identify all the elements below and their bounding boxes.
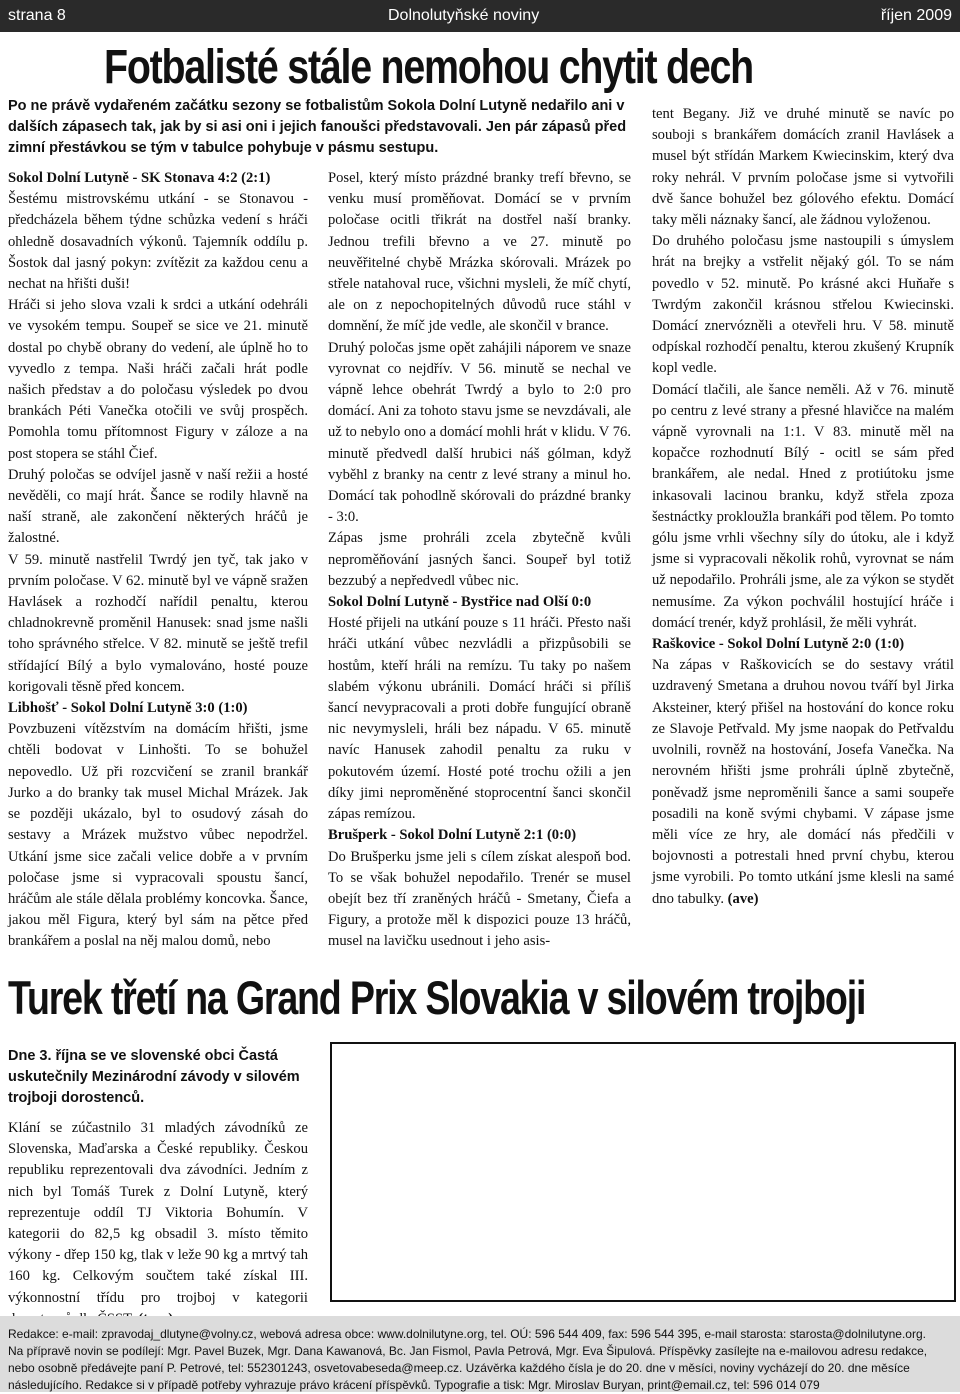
page-number: strana 8 [8,7,66,24]
issue-date: říjen 2009 [880,7,952,24]
paragraph: Druhý poločas jsme opět zahájili náporem ve snaze vyrovnat co nejdřív. V 56. minutě se nechal ve vápně lehce obehrát Twrdý a bylo to 2:0 pro domácí. Ani za tohoto stavu jsme se nevzdávali, ale už to nebylo ono a domácí mohli hrát v klidu. V 76. minutě předvedl další hrubici náš gólman, když vyběhl z branky na centr z levé strany a minul ho. Domácí tak pohodlně skórovali do prázdné branky - 3:0. [328,339,631,526]
author-signature: (ave) [727,890,759,907]
paragraph [652,655,954,909]
article-title-2: Turek třetí na Grand Prix Slovakia v silovém trojboji [8,971,866,1024]
article-column-2 [328,168,631,953]
paragraph: V 59. minutě nastřelil Twrdý jen tyč, tak jako v prvním poločase. V 62. minutě byl ve vápně sražen Havlásek a rozhodčí nařídil penaltu, kterou chladnokrevně proměnil Hanusek: snad jsme našli toho správného střelce. V 82. minutě se ještě trefil střídající Bílý a bylo vymalováno, hosté pouze korigovali těsně před koncem. [8,551,308,695]
match-heading: Sokol Dolní Lutyně - SK Stonava 4:2 (2:1) [8,170,271,186]
paragraph: Posel, který místo prázdné branky trefí břevno, se venku musí proměňovat. Domácí se v prvním poločase ocitli třikrát na dostřel naší branky. Jednou trefili břevno a ve 27. minutě po neuvěřitelné chybě Mrázka skórovali. Mrázek po střele natahoval ruce, všichni mysleli, že míč chytí, ale on z nepochopitelných důvodů ruce stáhl v domnění, že míč jde vedle, ale skončil v brance. [328,170,631,335]
article-lead: Po ne právě vydařeném začátku sezony se fotbalistům Sokola Dolní Lutyně nedařilo ani v dalších zápasech tak, jak by si asi oni i jejich fanoušci představovali. Jen pár zápasů před zimní přestávkou se tým v tabulce pohybuje v pásmu sestupu. [8,98,627,156]
article-lead-2: Dne 3. října se ve slovenské obci Častá uskutečnily Mezinárodní závody v silovém trojboji dorostenců. [8,1048,300,1106]
paragraph [8,1118,308,1330]
paragraph-text: Klání se zúčastnilo 31 mladých závodníků ze Slovenska, Maďarska a České republiky. Českou republiku reprezentovali dva závodníci. Jedním z nich byl Tomáš Turek z Dolní Lutyně, který reprezentuje oddíl TJ Viktoria Bohumín. V kategorii do 82,5 kg obsadil 3. místo těmito výkony - dřep 150 kg, tlak v leže 90 kg a mrtvý tah 160 kg. Celkovým součtem také získal III. výkonnostní třídu pro trojboj v kategorii [8,1120,308,1306]
match-heading: Raškovice - Sokol Dolní Lutyně 2:0 (1:0) [652,636,905,653]
paragraph: Druhý poločas se odvíjel jasně v naší režii a hosté nevěděli, co mají hrát. Šance se rodily hlavně na naší straně, ale zakončení některých hráčů je žalostné. [8,466,308,547]
paragraph: Zápas jsme prohráli zcela zbytečně kvůli neproměňování jasných šanci. Soupeř byl totiž bezzubý a nepředvedl vůbec nic. [328,530,631,589]
match-heading: Sokol Dolní Lutyně - Bystřice nad Olší 0:0 [328,594,592,611]
match-heading: Libhošť - Sokol Dolní Lutyně 3:0 (1:0) [8,700,248,717]
article-column-1 [8,168,308,953]
article-title: Fotbalisté stále nemohou chytit dech [104,41,754,94]
match-heading: Brušperk - Sokol Dolní Lutyně 2:1 (0:0) [328,827,577,844]
article-2-body [8,1118,308,1330]
paragraph: Do druhého poločasu jsme nastoupili s úmyslem hrát na brejky a vstřelit nějaký gól. To se nám povedlo v 52. minutě. Po krásné akci Huňaře s Twrdým zakončil krásnou střelou Kwiecinski. Domácí znervózněli a otevřeli hru. V 58. minutě odpískal rozhodčí penaltu, kterou zkušený Krupník kopl vedle. [652,233,954,377]
page-header [0,0,960,32]
paragraph: Hráči si jeho slova vzali k srdci a utkání odehráli ve vysokém tempu. Soupeř se sice ve 21. minutě dostal po chybě obrany do vedení, ale úplně ho to vyvedlo z tempa. Naši hráči začali hrát podle našich představ a do poločasu výsledek po dvou brankách Péti Vanečka otočili ve svůj prospěch. Pomohla tomu přítomnost Figury v záloze a na post stopera se stáhl Čief. [8,297,308,462]
paragraph-text: Na zápas v Raškovicích se do sestavy vrátil uzdravený Smetana a druhou novou tváří byl Jirka Aksteiner, který přišel na hostování do konce roku ze Slavoje Petřvald. My jsme naopak do Petřvaldu uvolnili, rovněž na hostování, Josefa Vanečka. Na nerovném hřišti jsme prohráli úplně zbytečně, poněvadž jsme neproměnili šance a sami soupeře posadili na koně svými chybami. V zápase jsme měli více ze hry, ale domácí nás předčili v bojovnosti a potrestali hned první chybu, kterou jsme vyrobili. Po tomto utkání jsme klesli na samé dno tabulky. [652,657,954,907]
paragraph: Povzbuzeni vítězstvím na domácím hřišti, jsme chtěli bodovat v Linhošti. To se bohužel nepovedlo. Už při rozcvičení se zranil brankář Jurko a do branky tak musel Michal Mrázek. Jak se později ukázalo, byl to osudový zásah do sestavy a Mrázek mužstvo vůbec nepodržel. Utkání jsme sice začali velice dobře a v prvním poločase jsme si vypracovali spoustu šancí, hráčům ale stále dělala problémy koncovka. Šance, jakou měl Figura, který byl sám na pětce před brankářem a poslal na něj malou domů, nebo [8,721,308,950]
newspaper-name: Dolnolutyňské noviny [388,7,540,24]
article-column-3 [652,104,954,910]
paragraph: Domácí tlačili, ale šance neměli. Až v 76. minutě po centru z levé strany a přesné hlavičce na malém vápně vyrovnali na 1:1. V 83. minutě měl na kopačce rozhodnutí Bílý - ocitl se sám před brankářem, ale nedal. Hned z protiútoku jsme inkasovali lacinou branku, když střela zpoza šestnáctky prokloužla brankáři pod tělem. Po tomto gólu jsme vrhli všechny síly do útoku, ale i když jsme si vypracovali několik rohů, vyrovnat se nám už nepodařilo. Prohráli jsme, ale za výkon se stydět nemusíme. Za výkon pochválil hostující hráče i domácí trenér, když prohlásil, že měli vyhrát. [652,381,954,631]
paragraph: tent Begany. Již ve druhé minutě se navíc po souboji s brankářem domácích zranil Havlásek a musel být střídán Markem Kwiecinskim, který dva roky nehrál. V prvním poločase jsme si vytvořili dvě šance bohužel bez gólového efektu. Domácí taky měli náznaky šancí, ale žádnou vyloženou. [652,106,954,229]
editorial-footer [0,1316,960,1392]
footer-contact: Redakce: e-mail: zpravodaj_dlutyne@volny.cz, webová adresa obce: www.dolnilutyne.org, tel. OÚ: 596 544 409, fax: 596 544 395, e-mail starosta: starosta@dolnilutyne.org. [8,1327,926,1341]
photo-placeholder [330,1042,956,1302]
paragraph: Šestému mistrovskému utkání - se Stonavou - předcházela během týdne schůzka vedení s hráči ohledně dosavadních výkonů. Tajemník oddílu p. Šostok dal jasný pokyn: zvítězit za každou cenu a nechat na hřišti duši! [8,191,308,293]
paragraph: Do Brušperku jsme jeli s cílem získat alespoň bod. To se však bohužel nepodařilo. Trenér se musel obejít bez tří zraněných hráčů - Smetany, Čiefa a Figury, a protože měl k dispozici pouze 13 hráčů, musel na lavičku usednout i jeho asis- [328,848,631,950]
paragraph: Hosté přijeli na utkání pouze s 11 hráči. Přesto naši hráči utkání vůbec nezvládli a přizpůsobili se hostům, kteří hráli na remízu. Tu taky po našem slabém výkonu ubránili. Domácí hráči si příliš šancí nevypracovali a proti dobře fungující obraně nic nevymysleli, hráli bez nápadu. V 65. minutě navíc Hanusek zahodil penaltu za ruku v pokutovém území. Hosté poté trochu ožili a jen díky jimi neproměněné stoprocentní šanci skončil zápas remízou. [328,615,631,823]
footer-credits: Na přípravě novin se podílejí: Mgr. Pavel Buzek, Mgr. Dana Kawanová, Bc. Jan Fismol, Pavla Petrová, Mgr. Eva Šipulová. Příspěvky zasílejte na e-mailovou adresu redakce, nebo osobně předávejte paní P. Petrové, tel: 552301243, osvetovabeseda@meep.cz. Uzávěrka každého čísla je do 20. dne v měsíci, noviny vycházejí do 20. dne měsíce následujícího. Redakce si v případě potřeby vyhrazuje právo krácení příspěvků. Typografie a tisk: Mgr. Miroslav Buryan, print@email.cz, tel: 596 014 079 [8,1344,928,1392]
